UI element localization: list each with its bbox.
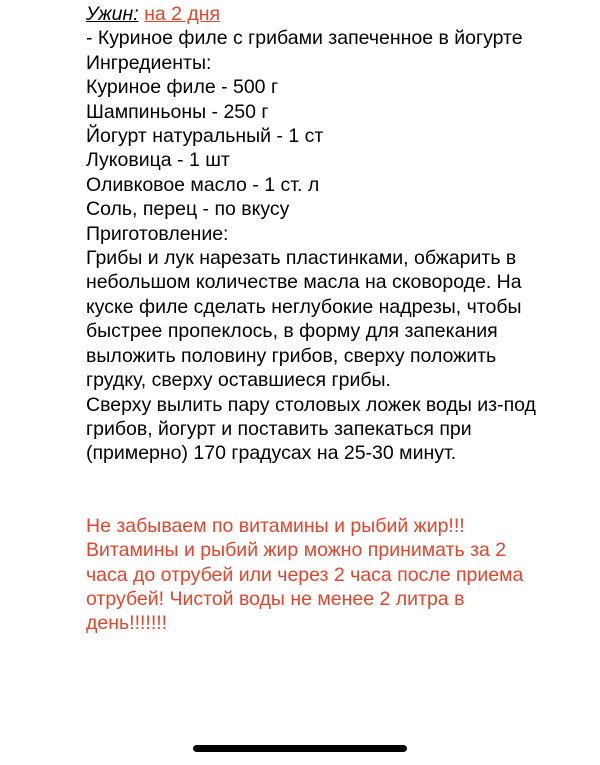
- preparation-line: Грибы и лук нарезать пластинками, обжарить в: [86, 247, 517, 270]
- dinner-duration: на 2 дня: [144, 3, 221, 25]
- preparation-line: куске филе сделать неглубокие надрезы, чтобы: [86, 295, 522, 318]
- reminder-line: часа до отрубей или через 2 часа после приема: [86, 563, 524, 586]
- dinner-heading: [86, 2, 586, 26]
- reminder-line: день!!!!!!!: [86, 612, 168, 635]
- ingredient-item: Йогурт натуральный - 1 ст: [86, 125, 324, 148]
- preparation-line: (примерно) 170 градусах на 25-30 минут.: [86, 442, 457, 465]
- home-indicator[interactable]: [193, 745, 407, 752]
- ingredient-item: Шампиньоны - 250 г: [86, 100, 269, 123]
- preparation-line: небольшом количестве масла на сковороде. На: [86, 271, 522, 294]
- preparation-line: быстрее пропеклось, в форму для запекания: [86, 320, 498, 343]
- preparation-line: выложить половину грибов, сверху положить: [86, 344, 497, 367]
- dish-title: - Куриное филе с грибами запеченное в йогурте: [86, 27, 523, 50]
- ingredient-item: Луковица - 1 шт: [86, 149, 230, 172]
- reminder-line: Не забываем по витамины и рыбий жир!!!: [86, 514, 465, 537]
- spacer: [86, 466, 586, 514]
- reminder-line: Витамины и рыбий жир можно принимать за 2: [86, 539, 507, 562]
- ingredient-item: Оливковое масло - 1 ст. л: [86, 173, 320, 196]
- ingredient-item: Соль, перец - по вкусу: [86, 198, 290, 221]
- dinner-label: Ужин:: [86, 3, 139, 25]
- recipe-document: [86, 0, 586, 636]
- preparation-heading: Приготовление:: [86, 222, 229, 245]
- reminder-line: отрубей! Чистой воды не менее 2 литра в: [86, 587, 465, 610]
- ingredient-item: Куриное филе - 500 г: [86, 76, 279, 99]
- preparation-line: грибов, йогурт и поставить запекаться при: [86, 417, 472, 440]
- ingredients-heading: Ингредиенты:: [86, 51, 212, 74]
- preparation-line: грудку, сверху оставшиеся грибы.: [86, 369, 391, 392]
- preparation-line: Сверху вылить пару столовых ложек воды из-под: [86, 393, 536, 416]
